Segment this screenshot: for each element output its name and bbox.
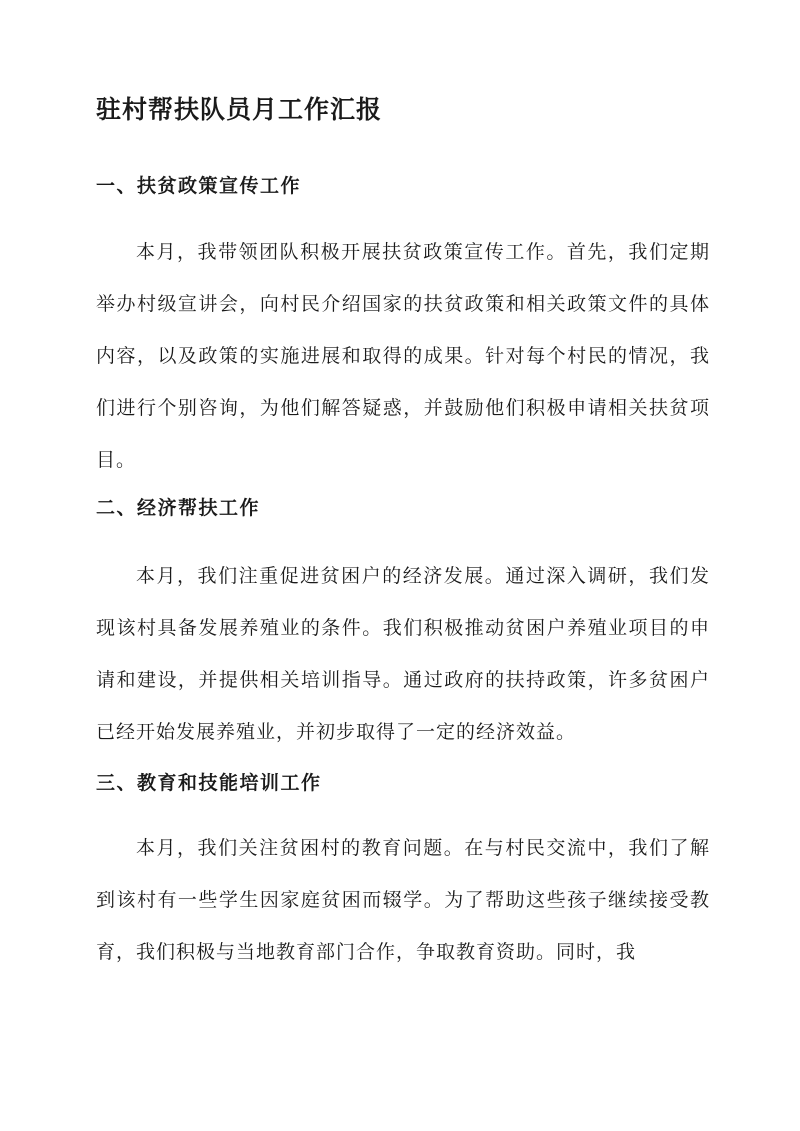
section-heading-education: 三、教育和技能培训工作: [96, 772, 322, 794]
section-paragraph-economic: 本月，我们注重促进贫困户的经济发展。通过深入调研，我们发现该村具备发展养殖业的条件。我们积极推动贫困户养殖业项目的申请和建设，并提供相关培训指导。通过政府的扶持政策，许多贫困户已经开始发展养殖业，并初步取得了一定的经济效益。: [96, 565, 710, 743]
document-title: 驻村帮扶队员月工作汇报: [96, 95, 383, 124]
section-heading-policy: 一、扶贫政策宣传工作: [96, 175, 302, 197]
section-paragraph-education: 本月，我们关注贫困村的教育问题。在与村民交流中，我们了解到该村有一些学生因家庭贫困而辍学。为了帮助这些孩子继续接受教育，我们积极与当地教育部门合作，争取教育资助。同时，我: [96, 837, 710, 963]
section-paragraph-policy: 本月，我带领团队积极开展扶贫政策宣传工作。首先，我们定期举办村级宣讲会，向村民介绍国家的扶贫政策和相关政策文件的具体内容，以及政策的实施进展和取得的成果。针对每个村民的情况，我们进行个别咨询，为他们解答疑惑，并鼓励他们积极申请相关扶贫项目。: [96, 241, 710, 471]
section-heading-economic: 二、经济帮扶工作: [96, 497, 261, 519]
